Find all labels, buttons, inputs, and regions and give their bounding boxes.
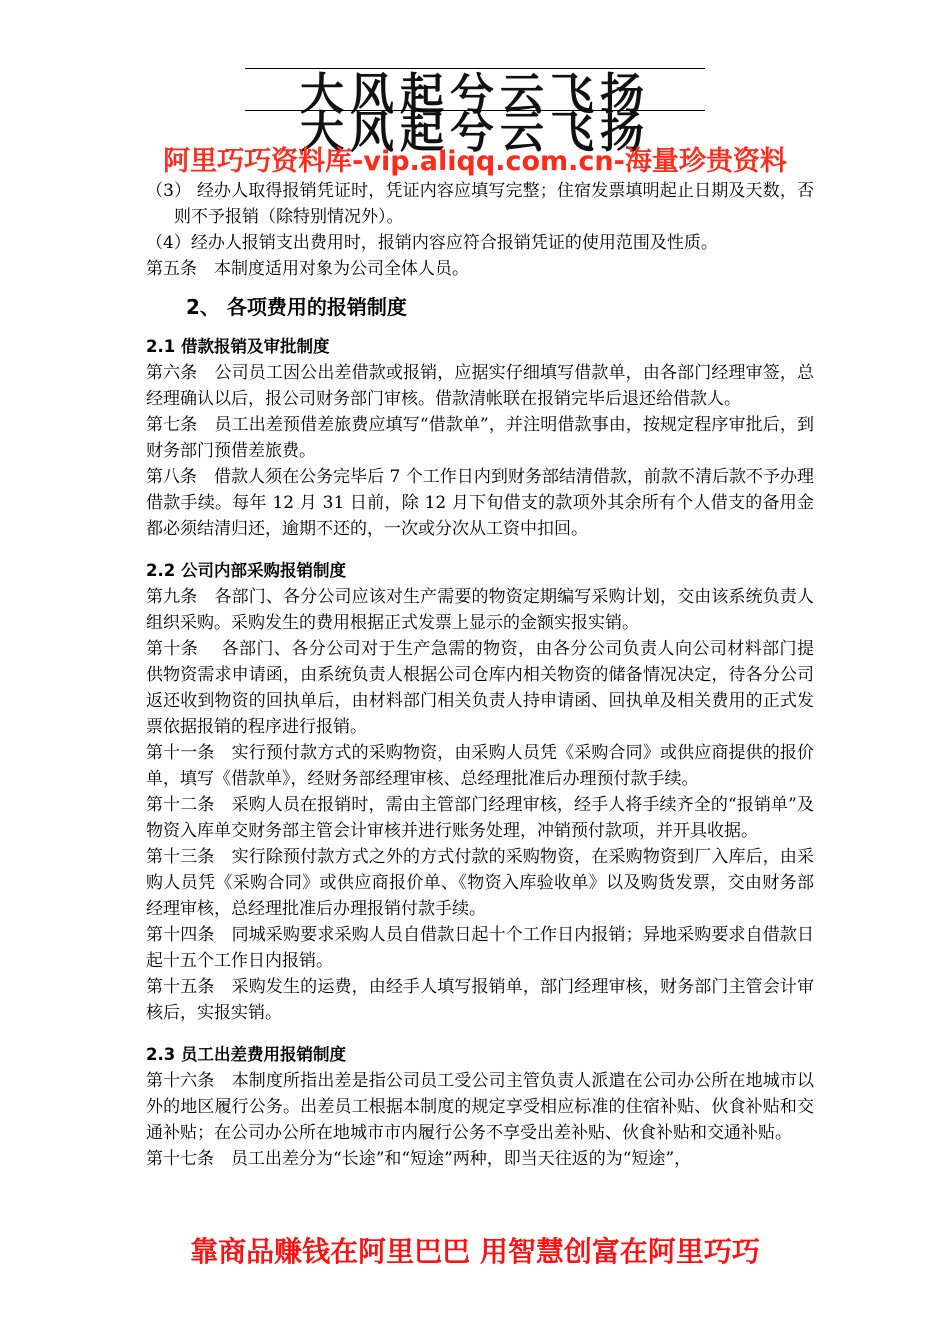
subsection-2-3-heading: 2.3 员工出差费用报销制度	[146, 1045, 346, 1064]
article-16: 第十六条 本制度所指出差是指公司员工受公司主管负责人派遣在公司办公所在地城市以外的地区履行公务。出差员工根据本制度的规定享受相应标准的住宿补贴、伙食补贴和交通补贴；在公司办公所在地城市市内履行公务不享受出差补贴、伙食补贴和交通补贴。	[146, 1071, 814, 1143]
article-17: 第十七条 员工出差分为“长途”和“短途”两种，即当天往返的为“短途”，	[146, 1149, 692, 1169]
article-15: 第十五条 采购发生的运费，由经手人填写报销单，部门经理审核，财务部门主管会计审核后，实报实销。	[146, 977, 814, 1023]
header-title-2: 大风起兮云飞扬	[300, 107, 650, 158]
article-12: 第十二条 采购人员在报销时，需由主管部门经理审核，经手人将手续齐全的“报销单”及物资入库单交财务部主管会计审核并进行账务处理，冲销预付款项，并开具收据。	[146, 795, 814, 841]
article-11: 第十一条 实行预付款方式的采购物资，由采购人员凭《采购合同》或供应商提供的报价单，填写《借款单》，经财务部经理审核、总经理批准后办理预付款手续。	[146, 743, 814, 789]
article-10: 第十条 各部门、各分公司对于生产急需的物资，由各分公司负责人向公司材料部门提供物资需求申请函，由系统负责人根据公司仓库内相关物资的储备情况决定，待各分公司返还收到物资的回执单后，由材料部门相关负责人持申请函、回执单及相关费用的正式发票依据报销的程序进行报销。	[146, 639, 814, 737]
article-6: 第六条 公司员工因公出差借款或报销，应据实仔细填写借款单，由各部门经理审签，总经理确认以后，报公司财务部门审核。借款清帐联在报销完毕后退还给借款人。	[146, 363, 814, 409]
article-8: 第八条 借款人须在公务完毕后 7 个工作日内到财务部结清借款，前款不清后款不予办理借款手续。每年 12 月 31 日前，除 12 月下旬借支的款项外其余所有个人借支的备用金都必须结清归还，逾期不还的，一次或分次从工资中扣回。	[146, 467, 814, 539]
article-13: 第十三条 实行除预付款方式之外的方式付款的采购物资，在采购物资到厂入库后，由采购人员凭《采购合同》或供应商报价单、《物资入库验收单》以及购货发票，交由财务部经理审核，总经理批准后办理报销付款手续。	[146, 847, 814, 919]
header-title-1: 大风起兮云飞扬	[300, 69, 650, 120]
article-5: 第五条 本制度适用对象为公司全体人员。	[146, 259, 469, 279]
subsection-2-1-heading: 2.1 借款报销及审批制度	[146, 337, 330, 356]
spacer	[146, 1026, 814, 1036]
document-body	[146, 178, 814, 1172]
footer-banner: 靠商品赚钱在阿里巴巴 用智慧创富在阿里巧巧	[190, 1235, 760, 1268]
section-heading: 2、 各项费用的报销制度	[186, 295, 407, 319]
header-banner: 阿里巧巧资料库-vip.aliqq.com.cn-海量珍贵资料	[163, 146, 787, 177]
article-14: 第十四条 同城采购要求采购人员自借款日起十个工作日内报销；异地采购要求自借款日起十五个工作日内报销。	[146, 925, 814, 971]
article-9: 第九条 各部门、各分公司应该对生产需要的物资定期编写采购计划，交由该系统负责人组织采购。采购发生的费用根据正式发票上显示的金额实报实销。	[146, 587, 814, 633]
spacer	[146, 542, 814, 552]
item-4: （4）经办人报销支出费用时，报销内容应符合报销凭证的使用范围及性质。	[146, 233, 718, 253]
subsection-2-2-heading: 2.2 公司内部采购报销制度	[146, 561, 346, 580]
article-7: 第七条 员工出差预借差旅费应填写“借款单”，并注明借款事由，按规定程序审批后，到财务部门预借差旅费。	[146, 415, 814, 461]
item-3: （3） 经办人取得报销凭证时，凭证内容应填写完整；住宿发票填明起止日期及天数，否则不予报销（除特别情况外）。	[146, 181, 814, 227]
